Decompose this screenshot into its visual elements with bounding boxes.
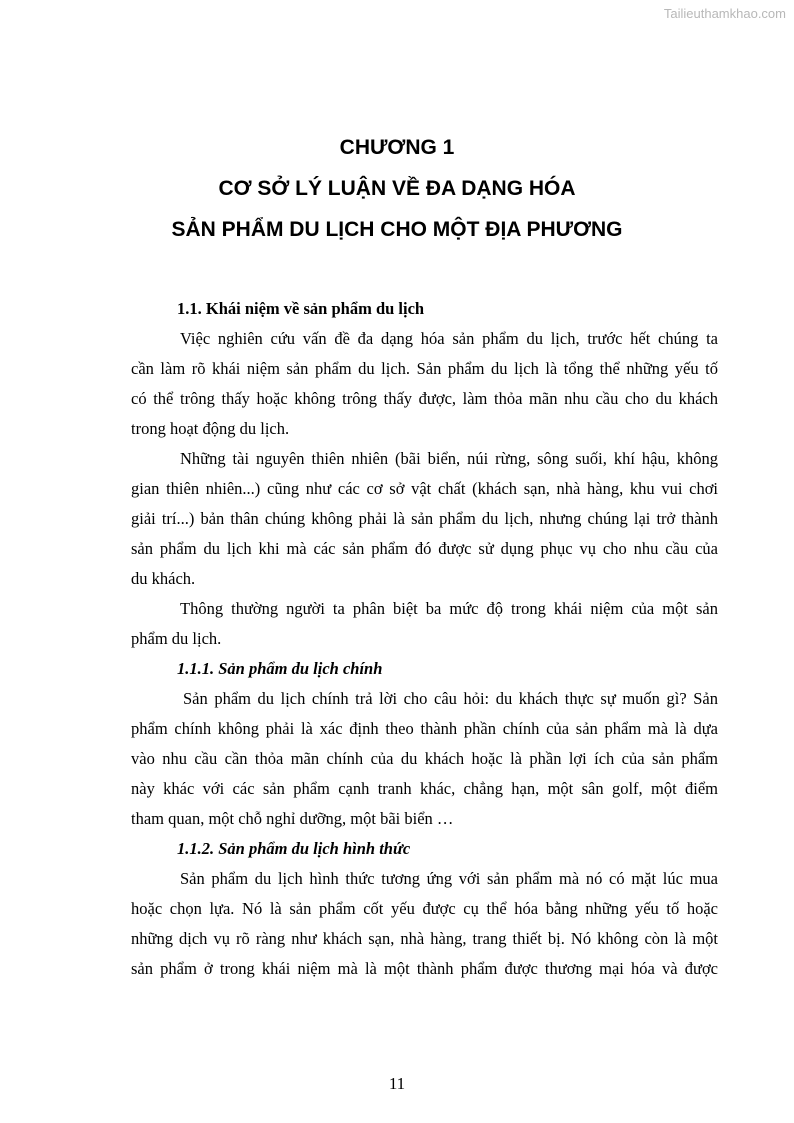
- text-line: có thể trông thấy hoặc không trông thấy được, làm thỏa mãn nhu cầu cho du khách: [131, 389, 718, 408]
- text-line: hoặc chọn lựa. Nó là sản phẩm cốt yếu được cụ thể hóa bằng những yếu tố hoặc: [131, 899, 718, 918]
- page-body: [131, 294, 718, 984]
- text-line: Sản phẩm du lịch chính trả lời cho câu hỏi: du khách thực sự muốn gì? Sản: [183, 689, 718, 708]
- chapter-title-line-1: CƠ SỞ LÝ LUẬN VỀ ĐA DẠNG HÓA: [218, 177, 576, 200]
- text-line: vào nhu cầu cần thỏa mãn chính của du khách hoặc là phần lợi ích của sản phẩm: [131, 749, 718, 768]
- chapter-title-line-2: SẢN PHẨM DU LỊCH CHO MỘT ĐỊA PHƯƠNG: [171, 218, 623, 241]
- text-line: Những tài nguyên thiên nhiên (bãi biển, núi rừng, sông suối, khí hậu, không: [180, 449, 718, 468]
- section-heading-1-1: 1.1. Khái niệm về sản phẩm du lịch: [177, 299, 425, 318]
- text-line: phẩm chính không phải là xác định theo thành phần chính của sản phẩm mà là dựa: [131, 719, 718, 738]
- text-line: tham quan, một chỗ nghỉ dưỡng, một bãi biển …: [131, 809, 454, 828]
- text-line: Việc nghiên cứu vấn đề đa dạng hóa sản phẩm du lịch, trước hết chúng ta: [180, 329, 718, 348]
- text-line: gian thiên nhiên...) cũng như các cơ sở vật chất (khách sạn, nhà hàng, khu vui chơi: [131, 479, 718, 498]
- text-line: Thông thường người ta phân biệt ba mức độ trong khái niệm của một sản: [180, 599, 718, 618]
- text-line: trong hoạt động du lịch.: [131, 419, 290, 438]
- text-line: sản phẩm du lịch khi mà các sản phẩm đó được sử dụng phục vụ cho nhu cầu của: [131, 539, 718, 558]
- chapter-title-block: [0, 132, 794, 255]
- chapter-label: CHƯƠNG 1: [339, 136, 455, 159]
- text-line: sản phẩm ở trong khái niệm mà là một thành phẩm được thương mại hóa và được: [131, 959, 718, 978]
- section-heading-1-1-2: 1.1.2. Sản phẩm du lịch hình thức: [177, 839, 411, 858]
- text-line: Sản phẩm du lịch hình thức tương ứng với sản phẩm mà nó có mặt lúc mua: [180, 869, 718, 888]
- text-line: du khách.: [131, 569, 196, 588]
- section-heading-1-1-1: 1.1.1. Sản phẩm du lịch chính: [177, 659, 383, 678]
- text-line: phẩm du lịch.: [131, 629, 222, 648]
- text-line: này khác với các sản phẩm cạnh tranh khác, chẳng hạn, một sân golf, một điểm: [131, 779, 718, 798]
- text-line: những dịch vụ rõ ràng như khách sạn, nhà hàng, trang thiết bị. Nó không còn là một: [131, 929, 718, 948]
- text-line: cần làm rõ khái niệm sản phẩm du lịch. Sản phẩm du lịch là tổng thể những yếu tố: [131, 359, 718, 378]
- watermark: Tailieuthamkhao.com: [663, 6, 786, 21]
- text-line: giải trí...) bản thân chúng không phải là sản phẩm du lịch, nhưng chúng lại trở thành: [131, 509, 718, 528]
- page-number: 11: [388, 1074, 406, 1093]
